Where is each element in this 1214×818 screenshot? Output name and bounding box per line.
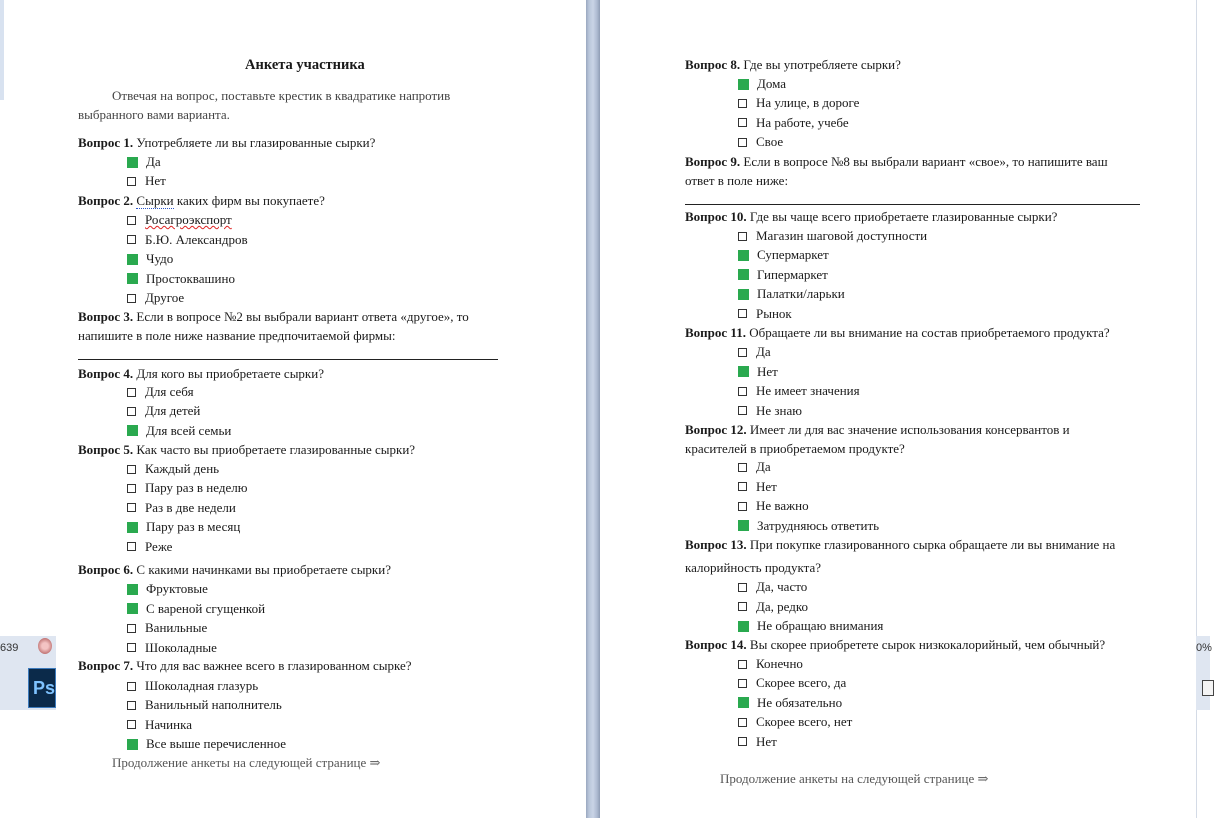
option-row[interactable]	[738, 383, 860, 399]
option-row[interactable]	[738, 115, 849, 131]
checkbox-icon[interactable]	[738, 583, 747, 592]
option-row[interactable]	[127, 480, 247, 496]
question-9-line-2: ответ в поле ниже:	[685, 173, 789, 188]
option-label: Шоколадная глазурь	[145, 678, 259, 693]
option-row[interactable]	[738, 479, 777, 495]
question-14: Вопрос 14. Вы скорее приобретете сырок низкокалорийный, чем обычный?	[685, 637, 1106, 652]
option-row[interactable]	[738, 618, 883, 634]
question-5: Вопрос 5. Как часто вы приобретаете глазированные сырки?	[78, 442, 416, 457]
question-3-line-2: напишите в поле ниже название предпочитаемой фирмы:	[78, 328, 396, 343]
option-label: Нет	[756, 733, 777, 749]
option-row[interactable]	[127, 290, 184, 306]
option-label: Да, часто	[756, 579, 808, 594]
option-row[interactable]	[738, 134, 783, 150]
question-13-line-2: калорийность продукта?	[685, 560, 822, 575]
checkbox-icon[interactable]	[127, 624, 136, 633]
checked-box-icon[interactable]	[127, 522, 138, 533]
checked-box-icon[interactable]	[127, 603, 138, 614]
checkbox-icon[interactable]	[738, 482, 747, 491]
option-row[interactable]	[127, 423, 231, 439]
question-9: Вопрос 9. Если в вопросе №8 вы выбрали вариант «свое», то напишите ваш	[685, 154, 1108, 169]
option-label: На работе, учебе	[756, 114, 849, 130]
checkbox-icon[interactable]	[738, 718, 747, 727]
page-title: Анкета участника	[245, 57, 365, 73]
option-label: Не знаю	[756, 402, 802, 418]
option-label: Другое	[145, 290, 185, 305]
option-label: Конечно	[756, 656, 803, 671]
question-8: Вопрос 8. Где вы употребляете сырки?	[685, 57, 901, 72]
checkbox-icon[interactable]	[127, 542, 136, 551]
option-label: Ванильный наполнитель	[145, 697, 282, 713]
document-page-2	[600, 0, 1196, 818]
option-row[interactable]	[127, 601, 265, 617]
option-row[interactable]	[127, 173, 166, 189]
option-row[interactable]	[738, 579, 807, 595]
option-label: Начинка	[145, 716, 192, 732]
checked-box-icon[interactable]	[127, 739, 138, 750]
option-row[interactable]	[127, 620, 207, 636]
question-12-line-2: красителей в приобретаемом продукте?	[685, 441, 905, 456]
option-row[interactable]	[738, 656, 803, 672]
option-label: Затрудняюсь ответить	[757, 517, 880, 533]
continue-note-page-2: Продолжение анкеты на следующей странице ⇒	[720, 771, 989, 786]
continue-note-page-1: Продолжение анкеты на следующей странице ⇒	[112, 755, 381, 770]
option-label: С вареной сгущенкой	[146, 600, 266, 616]
option-label: На улице, в дороге	[756, 95, 860, 111]
question-11: Вопрос 11. Обращаете ли вы внимание на состав приобретаемого продукта?	[685, 325, 1110, 340]
checkbox-icon[interactable]	[127, 701, 136, 710]
option-label: Нет	[757, 363, 778, 379]
option-label: Да	[146, 154, 161, 169]
option-row[interactable]	[738, 695, 842, 711]
option-row[interactable]	[738, 286, 845, 302]
checked-box-icon[interactable]	[738, 697, 749, 708]
question-6: Вопрос 6. С какими начинками вы приобретаете сырки?	[78, 562, 391, 577]
checkbox-icon[interactable]	[738, 138, 747, 147]
option-label: Шоколадные	[145, 639, 217, 655]
option-row[interactable]	[738, 403, 802, 419]
option-row[interactable]	[738, 267, 828, 283]
option-row[interactable]	[738, 344, 771, 360]
option-label: Не обязательно	[757, 694, 843, 710]
window-edge-left	[0, 0, 4, 100]
option-row[interactable]	[738, 498, 809, 514]
option-label: Для всей семьи	[146, 422, 232, 438]
option-row[interactable]	[127, 736, 286, 752]
checkbox-icon[interactable]	[127, 407, 136, 416]
option-row[interactable]	[127, 697, 282, 713]
option-label: Свое	[756, 134, 784, 150]
option-label: Магазин шаговой доступности	[756, 228, 928, 243]
zoom-percent: 0%	[1196, 642, 1212, 654]
option-row[interactable]	[127, 271, 235, 287]
option-row[interactable]	[127, 581, 208, 597]
option-label: Каждый день	[145, 461, 220, 476]
option-label: Скорее всего, нет	[756, 714, 853, 730]
option-label: Реже	[145, 538, 173, 554]
option-row[interactable]	[738, 518, 879, 534]
option-label: Фруктовые	[146, 581, 208, 596]
option-row[interactable]	[127, 717, 192, 733]
answer-line-q3[interactable]	[78, 359, 498, 360]
option-row[interactable]	[127, 154, 161, 170]
option-label: Б.Ю. Александров	[145, 231, 248, 247]
option-row[interactable]	[738, 459, 771, 475]
option-row[interactable]	[738, 364, 778, 380]
checkbox-icon[interactable]	[738, 660, 747, 669]
checkbox-icon[interactable]	[738, 463, 747, 472]
option-row[interactable]	[127, 640, 217, 656]
checkbox-icon[interactable]	[738, 679, 747, 688]
checkbox-icon[interactable]	[738, 348, 747, 357]
option-label: Скорее всего, да	[756, 675, 847, 691]
option-row[interactable]	[127, 232, 248, 248]
checked-box-icon[interactable]	[738, 366, 749, 377]
option-label: Не важно	[756, 498, 809, 513]
option-row[interactable]	[127, 519, 240, 535]
checked-box-icon[interactable]	[738, 520, 749, 531]
option-label: Чудо	[146, 251, 174, 266]
checkbox-icon[interactable]	[738, 118, 747, 127]
checkbox-icon[interactable]	[127, 720, 136, 729]
checkbox-icon[interactable]	[127, 465, 136, 474]
option-row[interactable]	[127, 500, 236, 516]
option-row[interactable]	[738, 599, 808, 615]
question-10: Вопрос 10. Где вы чаще всего приобретаете глазированные сырки?	[685, 209, 1058, 224]
checked-box-icon[interactable]	[127, 273, 138, 284]
option-label: Для детей	[145, 403, 201, 419]
option-row[interactable]	[738, 247, 829, 263]
checkbox-icon[interactable]	[127, 388, 136, 397]
option-row[interactable]	[738, 306, 792, 322]
option-label: Палатки/ларьки	[757, 286, 845, 302]
question-4: Вопрос 4. Для кого вы приобретаете сырки?	[78, 366, 324, 381]
option-label: Не имеет значения	[756, 383, 860, 398]
checkbox-icon[interactable]	[738, 309, 747, 318]
option-row[interactable]	[738, 95, 859, 111]
option-label: Росагроэкспорт	[145, 212, 232, 227]
checkbox-icon[interactable]	[738, 602, 747, 611]
checked-box-icon[interactable]	[127, 254, 138, 265]
option-row[interactable]	[738, 76, 786, 92]
question-13: Вопрос 13. При покупке глазированного сырка обращаете ли вы внимание на	[685, 537, 1116, 552]
option-label: Гипермаркет	[757, 266, 828, 282]
question-2: Вопрос 2. Сырки каких фирм вы покупаете?	[78, 193, 325, 208]
taskbar-left-fragment	[0, 636, 56, 710]
question-1: Вопрос 1. Употребляете ли вы глазированные сырки?	[78, 135, 376, 150]
option-row[interactable]	[127, 539, 172, 555]
checked-box-icon[interactable]	[738, 289, 749, 300]
checkbox-icon[interactable]	[127, 294, 136, 303]
checkbox-icon[interactable]	[127, 503, 136, 512]
checkbox-icon[interactable]	[127, 643, 136, 652]
checkbox-icon[interactable]	[127, 484, 136, 493]
checked-box-icon[interactable]	[738, 621, 749, 632]
taskbar-number: 639	[0, 642, 19, 654]
question-3: Вопрос 3. Если в вопросе №2 вы выбрали вариант ответа «другое», то	[78, 309, 469, 324]
option-label: Дома	[757, 76, 787, 91]
app-icon[interactable]	[38, 638, 52, 654]
document-page-1	[56, 0, 584, 818]
option-label: Нет	[756, 478, 777, 494]
checkbox-icon[interactable]	[127, 177, 136, 186]
page-gap	[586, 0, 600, 818]
checked-box-icon[interactable]	[127, 584, 138, 595]
checked-box-icon[interactable]	[738, 250, 749, 261]
option-label: Рынок	[756, 305, 792, 321]
option-label: Все выше перечисленное	[146, 736, 287, 752]
option-label: Да	[756, 459, 771, 474]
checkbox-icon[interactable]	[738, 232, 747, 241]
option-row[interactable]	[127, 403, 200, 419]
option-label: Раз в две недели	[145, 499, 236, 515]
checkbox-icon[interactable]	[738, 387, 747, 396]
option-label: Да, редко	[756, 598, 809, 614]
option-row[interactable]	[127, 678, 258, 694]
option-row[interactable]	[738, 714, 852, 730]
intro-line-1: Отвечая на вопрос, поставьте крестик в квадратике напротив	[112, 88, 451, 103]
question-12: Вопрос 12. Имеет ли для вас значение использования консервантов и	[685, 422, 1070, 437]
option-row[interactable]	[127, 461, 219, 477]
option-label: Супермаркет	[757, 247, 829, 263]
option-label: Да	[756, 344, 771, 359]
option-row[interactable]	[738, 675, 846, 691]
checked-box-icon[interactable]	[127, 157, 138, 168]
option-row[interactable]	[127, 212, 232, 228]
checked-box-icon[interactable]	[738, 269, 749, 280]
option-label: Не обращаю внимания	[757, 618, 884, 633]
taskbar-button-icon[interactable]	[1202, 680, 1214, 696]
checkbox-icon[interactable]	[738, 502, 747, 511]
taskbar-right-fragment	[1196, 636, 1210, 710]
option-row[interactable]	[738, 734, 777, 750]
option-label: Для себя	[145, 384, 194, 399]
photoshop-icon[interactable]: Ps	[28, 668, 56, 708]
checked-box-icon[interactable]	[738, 79, 749, 90]
checkbox-icon[interactable]	[738, 99, 747, 108]
option-label: Простоквашино	[146, 270, 235, 286]
intro-line-2: выбранного вами варианта.	[78, 107, 230, 122]
option-label: Ванильные	[145, 620, 208, 635]
checkbox-icon[interactable]	[127, 216, 136, 225]
checkbox-icon[interactable]	[738, 406, 747, 415]
question-7: Вопрос 7. Что для вас важнее всего в глазированном сырке?	[78, 658, 412, 673]
checked-box-icon[interactable]	[127, 425, 138, 436]
option-row[interactable]	[738, 228, 927, 244]
checkbox-icon[interactable]	[127, 235, 136, 244]
answer-line-q9[interactable]	[685, 204, 1140, 205]
option-label: Пару раз в месяц	[146, 519, 241, 535]
option-label: Нет	[145, 173, 166, 189]
checkbox-icon[interactable]	[127, 682, 136, 691]
checkbox-icon[interactable]	[738, 737, 747, 746]
option-row[interactable]	[127, 384, 194, 400]
option-row[interactable]	[127, 251, 173, 267]
option-label: Пару раз в неделю	[145, 480, 248, 496]
